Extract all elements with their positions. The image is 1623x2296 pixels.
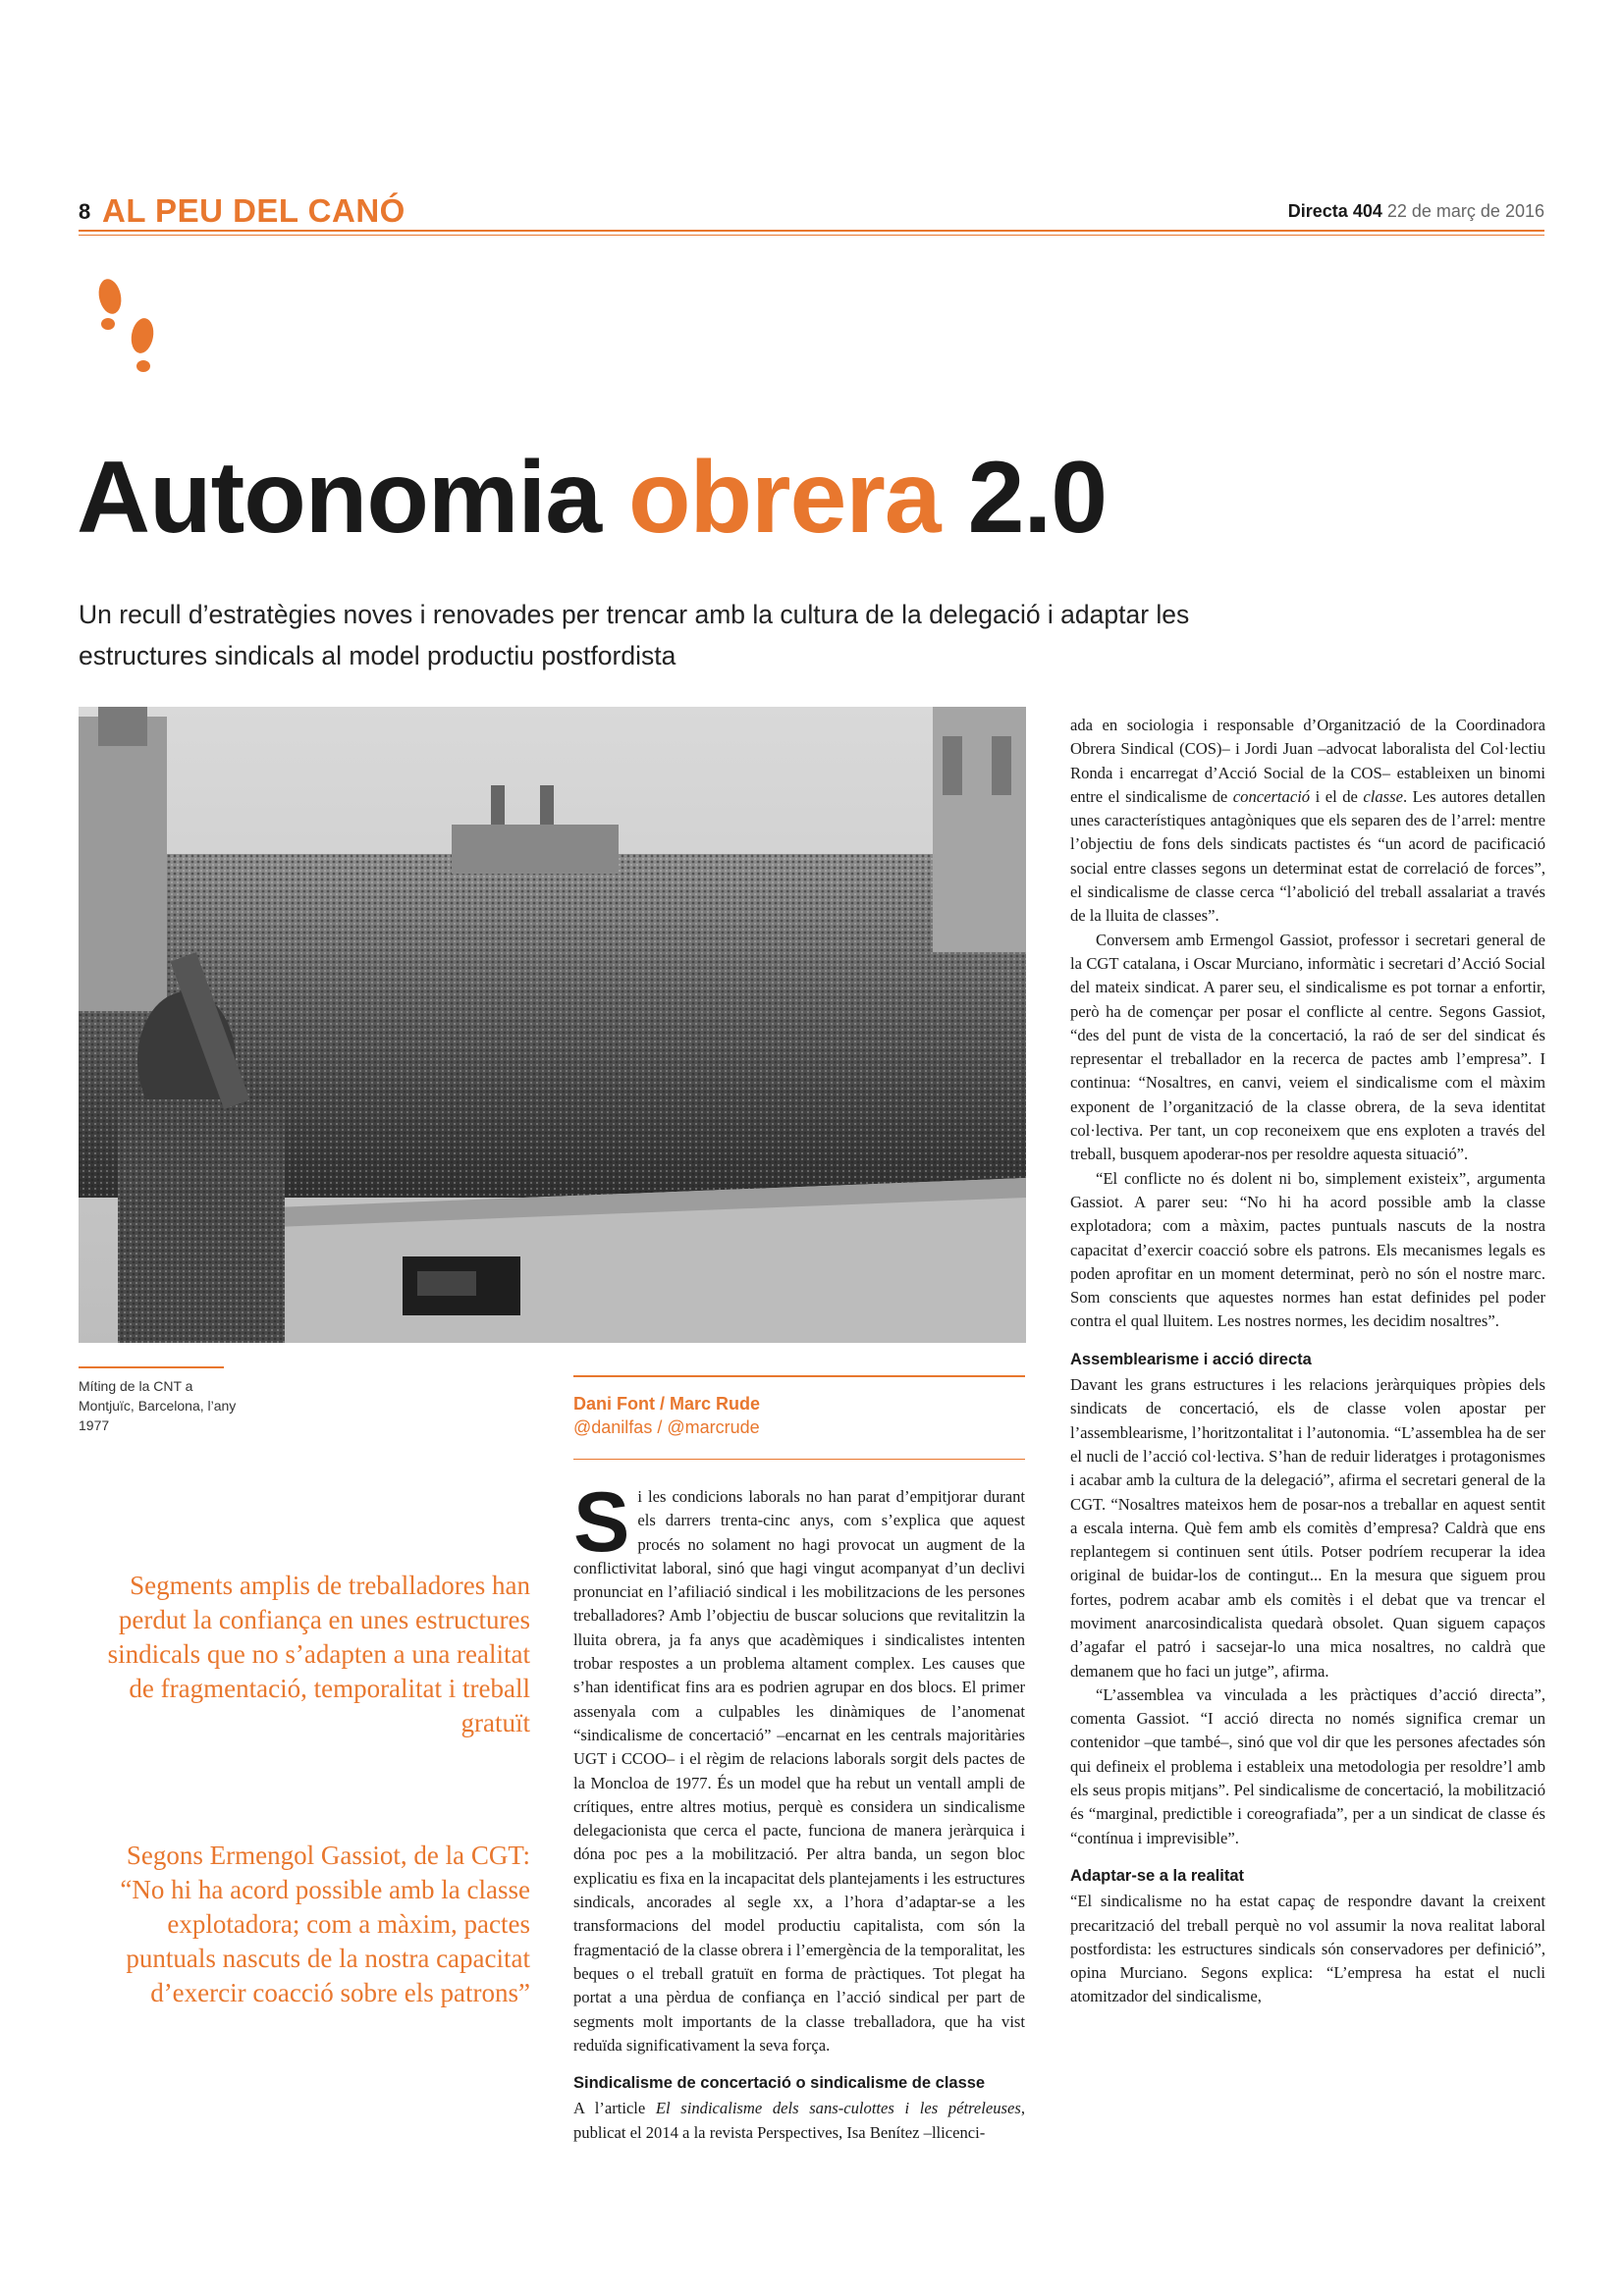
- text: , publicat el 2014 a la revista Perspectives, Isa Benítez –llicenci-: [573, 2099, 1025, 2142]
- drop-cap: S: [573, 1475, 630, 1570]
- footsteps-icon: [93, 275, 162, 383]
- section-title: AL PEU DEL CANÓ: [102, 192, 406, 229]
- text: ada en sociologia i responsable d’Organització de la Coordinadora Obrera Sindical (COS)– i Jordi Juan –advocat laboralista del Col·lectiu Ronda i encarregat d’Acció Social de la COS– estableixen un binomi entre el sindicalisme de: [1070, 716, 1545, 806]
- pullquote-2: Segons Ermengol Gassiot, de la CGT: “No hi ha acord possible amb la classe explotadora; com a màxim, pactes puntuals nascuts de la nostra capacitat d’exercir coacció sobre els patrons”: [120, 1841, 530, 2007]
- text: . Les autores detallen unes característiques antagòniques que els separen des de l’arrel: mentre l’objectiu de fons dels sindicats pactistes és “un acord de pacificació social entre classes segons un determinat estat de correlació de forces”, el sindicalisme de classe cerca “l’abolició del treball assalariat a través de la lluita de classes”.: [1070, 786, 1546, 926]
- body-paragraph: “El conflicte no és dolent ni bo, simplement existeix”, argumenta Gassiot. A parer seu: “No hi ha acord possible amb la classe explotadora; com a màxim, pactes puntuals nascuts de la nostra capacitat d’exercir coacció sobre els patrons. Els mecanismes legals es poden aprofitar en un moment determinat, però no són el nostre marc. Som conscients que aquestes normes han estat definides pel poder contra el qual lluitem. Les nostres normes, les decidim nosaltres”.: [1070, 1168, 1545, 1331]
- deck: Un recull d’estratègies noves i renovades per trencar amb la cultura de la delegació i adaptar les estructures sindicals al model productiu postfordista: [79, 600, 1190, 670]
- body-column-right: [1070, 714, 1545, 2009]
- rally-photo: [79, 707, 1026, 1343]
- byline-authors: Dani Font / Marc Rude: [573, 1394, 761, 1414]
- body-column-middle: [573, 1475, 1025, 2145]
- body-paragraph: “L’assemblea va vinculada a les pràctiques d’acció directa”, comenta Gassiot. “I acció directa no només significa cremar un contenidor –que també–, sinó que vol dir que les persones afectades són qui defineix el problema i estableix una metodologia per resoldre’l amb els seus propis mitjans”. Pel sindicalisme de concertació, la mobilització és “marginal, predictible i coreografiada”, per a un sindicat de classe és “contínua i imprevisible”.: [1070, 1684, 1545, 1847]
- body-paragraph: [573, 1475, 1025, 2057]
- issue-date: 22 de març de 2016: [1386, 201, 1544, 221]
- text: i el de: [1315, 786, 1358, 806]
- intro-text: i les condicions laborals no han parat d’empitjorar durant els darrers trenta-cinc anys, com s’explica que aquest procés no solament no hagi provocat un augment de la conflictivitat laboral, sinó que hagi vingut acompanyat d’un declivi pronunciat en l’afiliació sindical i les mobilitzacions de les persones treballadores? Amb l’objectiu de buscar solucions que revitalitzin la lluita obrera, ja fa anys que acadèmiques i sindicalistes intenten trobar respostes a un problema altament complex. Les causes que s’han identificat fins ara es podrien agrupar en dos blocs. El primer assenyala com a culpables les dinàmiques de l’anomenat “sindicalisme de concertació” –encarnat en les centrals majoritàries UGT i CCOO– i el règim de relacions laborals sorgit dels pactes de la Moncloa de 1977. És un model que ha rebut un ventall ampli de crítiques, entre altres motius, perquè es considera un sindicalisme delegacionista que cerca el pacte, funciona de manera jeràrquica i dóna poc pes a la mobilització. Per altra banda, un segon bloc explicatiu es fixa en la incapacitat dels plantejaments i les estructures sindicals, ancorades al segle xx, a l’hora d’adaptar-se a les transformacions del model productiu capitalista, com són la fragmentació de la classe obrera i l’emergència de la temporalitat, les beques o el treball gratuït en forma de pràctiques. Tot plegat ha portat a una pèrdua de confiança en l’acció sindical per part de segments molt importants de la classe treballadora, que ha vist reduïda significativament la seva força.: [573, 1487, 1025, 2055]
- body-paragraph: Davant les grans estructures i les relacions jeràrquiques pròpies dels sindicats de concertació, els de classe volen apostar per l’assemblearisme, l’horitzontalitat i l’autonomia. “L’assemblea ha de ser el nucli de l’acció col·lectiva. S’han de reduir lideratges i protagonismes i acabar amb la cultura de la delegació”, afirma el secretari general de la CGT. “Nosaltres mateixos hem de posar-nos a treballar en aquest sentit a escala interna. Què fem amb els comitès d’empresa? Caldrà que ens replantegem si continuen sent útils. Potser podríem recuperar la idea original de buidar-los de contingut... En la mesura que siguem prou fortes, podrem acabar amb els comitès i el debat que va trencar el moviment anarcosindicalista quedarà obsolet. Quan siguem capaços d’agafar el patró i sacsejar-lo una mica nosaltres, no caldrà que demanem que ho faci un jutge”, afirma.: [1070, 1375, 1545, 1681]
- headline-part1: Autonomia: [77, 441, 602, 555]
- header-rule-thin: [79, 235, 1544, 236]
- page-number: 8: [79, 199, 91, 224]
- body-paragraph: Conversem amb Ermengol Gassiot, professor i secretari general de la CGT catalana, i Oscar Murciano, informàtic i secretari d’Acció Social del mateix sindicat. A parer seu, el sindicalisme es pot tornar a enfortir, però ha de començar per posar el conflicte al centre. Segons Gassiot, “des del punt de vista de la concertació, la raó de ser del sindicat és representar el treballador en la recerca de pactes amb l’empresa”. I continua: “Nosaltres, en canvi, veiem el sindicalisme com el màxim exponent de l’organització de la classe obrera, de la seva identitat col·lectiva. Per tant, un cop reconeixem que ens exploten a través del treball, busquem apoderar-nos per resoldre aquesta situació”.: [1070, 930, 1545, 1164]
- header-rule: [79, 230, 1544, 232]
- issue-info: [1288, 201, 1544, 222]
- pullquote-1: Segments amplis de treballadores han perdut la confiança en unes estructures sindicals que no s’adapten a una realitat de fragmentació, temporalitat i treball gratuït: [107, 1571, 530, 1737]
- byline-rule-bottom: [573, 1459, 1025, 1460]
- headline-part2: obrera: [627, 441, 941, 555]
- body-paragraph: [1070, 714, 1545, 929]
- photo-caption: Míting de la CNT a Montjuïc, Barcelona, l’any 1977: [79, 1378, 237, 1433]
- text: A l’article: [573, 2099, 646, 2118]
- emphasis: concertació: [1232, 786, 1311, 806]
- caption-rule: [79, 1366, 224, 1368]
- headline-part3: 2.0: [967, 441, 1108, 555]
- subhead: Adaptar-se a la realitat: [1070, 1866, 1244, 1885]
- byline-rule: [573, 1375, 1025, 1377]
- body-paragraph: [573, 2097, 1025, 2145]
- body-paragraph: “El sindicalisme no ha estat capaç de respondre davant la creixent precarització del treball perquè no vol assumir la nova realitat laboral postfordista: les estructures sindicals són conservadores per definició”, opina Murciano. Segons explica: “L’empresa ha estat el nucli atomitzador del sindicalisme,: [1070, 1892, 1545, 2006]
- publication-name: Directa 404: [1287, 201, 1382, 221]
- byline-handles: @danilfas / @marcrude: [573, 1417, 760, 1437]
- headline: [77, 441, 1108, 555]
- article-title: El sindicalisme dels sans-culottes i les pétreleuses: [655, 2099, 1021, 2118]
- subhead: Sindicalisme de concertació o sindicalisme de classe: [573, 2074, 986, 2093]
- emphasis: classe: [1363, 786, 1403, 806]
- subhead: Assemblearisme i acció directa: [1070, 1350, 1312, 1368]
